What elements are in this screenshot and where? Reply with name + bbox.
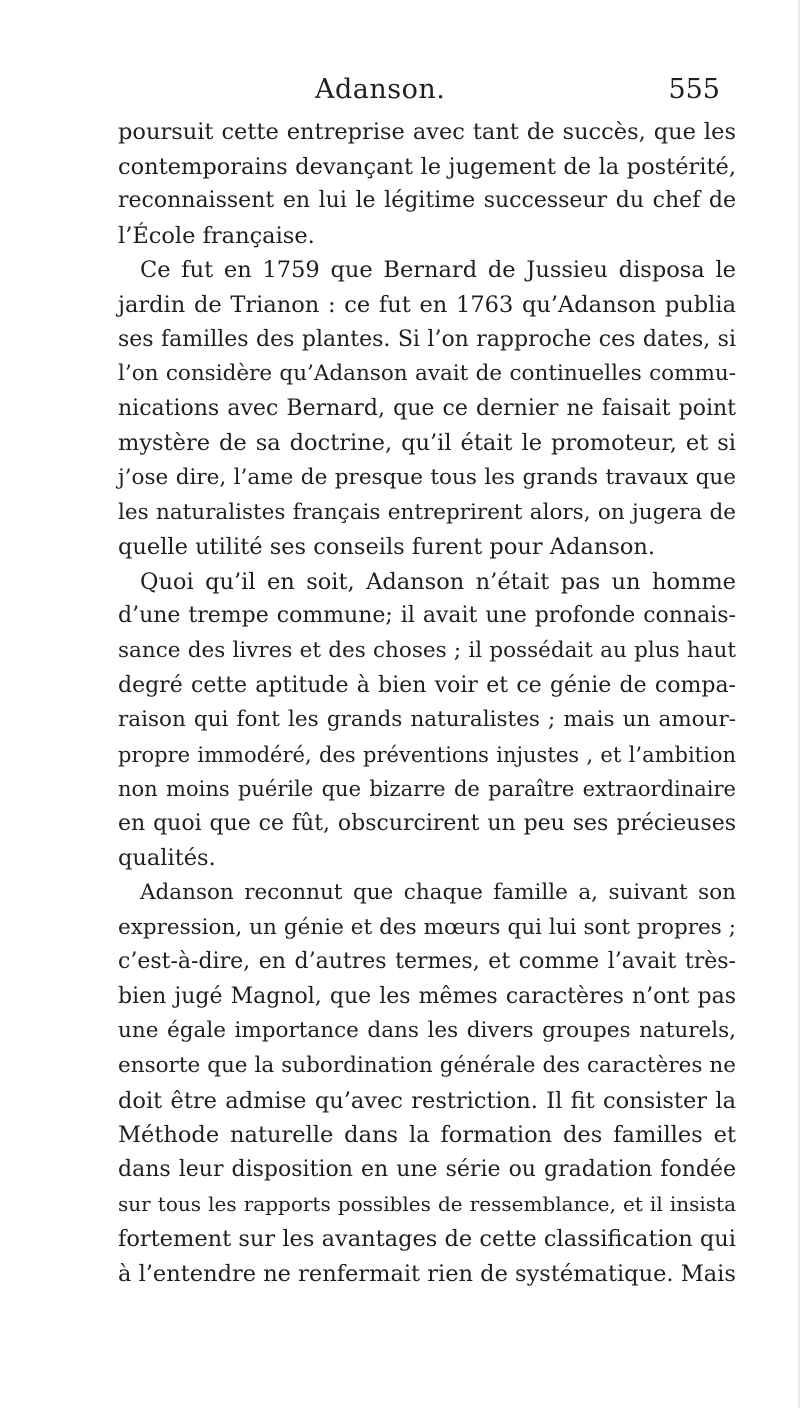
text-line: une égale importance dans les divers groupes naturels, [118, 1018, 736, 1044]
text-line: qualités. [118, 845, 216, 872]
page-number: 555 [668, 74, 720, 105]
text-line: bien jugé Magnol, que les mêmes caractères n’ont pas [118, 983, 736, 1009]
text-line: d’une trempe commune; il avait une profonde connais- [118, 603, 736, 629]
paragraph [118, 876, 736, 1291]
text-line: Adanson reconnut que chaque famille a, suivant son [140, 880, 736, 906]
text-line: doit être admise qu’avec restriction. Il fit consister la [118, 1087, 736, 1114]
text-line: quelle utilité ses conseils furent pour Adanson. [118, 534, 656, 561]
text-line: sur tous les rapports possibles de ressemblance, et il insista [118, 1192, 736, 1217]
text-line: l’on considère qu’Adanson avait de continuelles commu- [118, 361, 736, 387]
paragraph [118, 253, 736, 564]
text-line: mystère de sa doctrine, qu’il était le promoteur, et si [118, 430, 736, 457]
page-header [120, 74, 720, 114]
text-line: raison qui font les grands naturalistes ; mais un amour- [118, 707, 736, 733]
text-line: dans leur disposition en une série ou gradation fondée [118, 1156, 736, 1182]
text-line: degré cette aptitude à bien voir et ce génie de compa- [118, 672, 736, 698]
text-line: Ce fut en 1759 que Bernard de Jussieu disposa le [140, 257, 736, 284]
text-line: Quoi qu’il en soit, Adanson n’était pas un homme [140, 568, 736, 595]
text-line: en quoi que ce fût, obscurcirent un peu ses précieuses [118, 810, 736, 836]
running-title: Adanson. [315, 74, 446, 105]
text-line: poursuit cette entreprise avec tant de succès, que les [118, 119, 736, 145]
paragraph [118, 115, 736, 253]
text-line: jardin de Trianon : ce fut en 1763 qu’Adanson publia [118, 291, 736, 318]
paragraph [118, 565, 736, 876]
text-line: expression, un génie et des mœurs qui lui sont propres ; [118, 914, 736, 940]
text-line: ses familles des plantes. Si l’on rapproche ces dates, si [118, 326, 736, 352]
text-line: ensorte que la subordination générale des caractères ne [118, 1053, 736, 1079]
text-line: l’École française. [118, 222, 315, 249]
text-line: les naturalistes français entreprirent alors, on jugera de [118, 499, 736, 525]
text-line: à l’entendre ne renfermait rien de systématique. Mais [118, 1260, 736, 1287]
text-line: contemporains devançant le jugement de la postérité, [118, 153, 736, 180]
text-line: j’ose dire, l’ame de presque tous les grands travaux que [118, 464, 736, 490]
text-line: Méthode naturelle dans la formation des familles et [118, 1122, 736, 1149]
text-line: propre immodéré, des préventions injustes , et l’ambition [118, 742, 736, 767]
text-line: c’est-à-dire, en d’autres termes, et comme l’avait très- [118, 949, 736, 975]
text-line: fortement sur les avantages de cette classification qui [118, 1226, 736, 1252]
body-text [118, 115, 736, 1291]
text-line: sance des livres et des choses ; il possédait au plus haut [118, 637, 736, 663]
text-line: non moins puérile que bizarre de paraître extraordinaire [118, 777, 736, 802]
text-line: nications avec Bernard, que ce dernier ne faisait point [118, 395, 736, 421]
text-line: reconnaissent en lui le légitime successeur du chef de [118, 188, 736, 214]
